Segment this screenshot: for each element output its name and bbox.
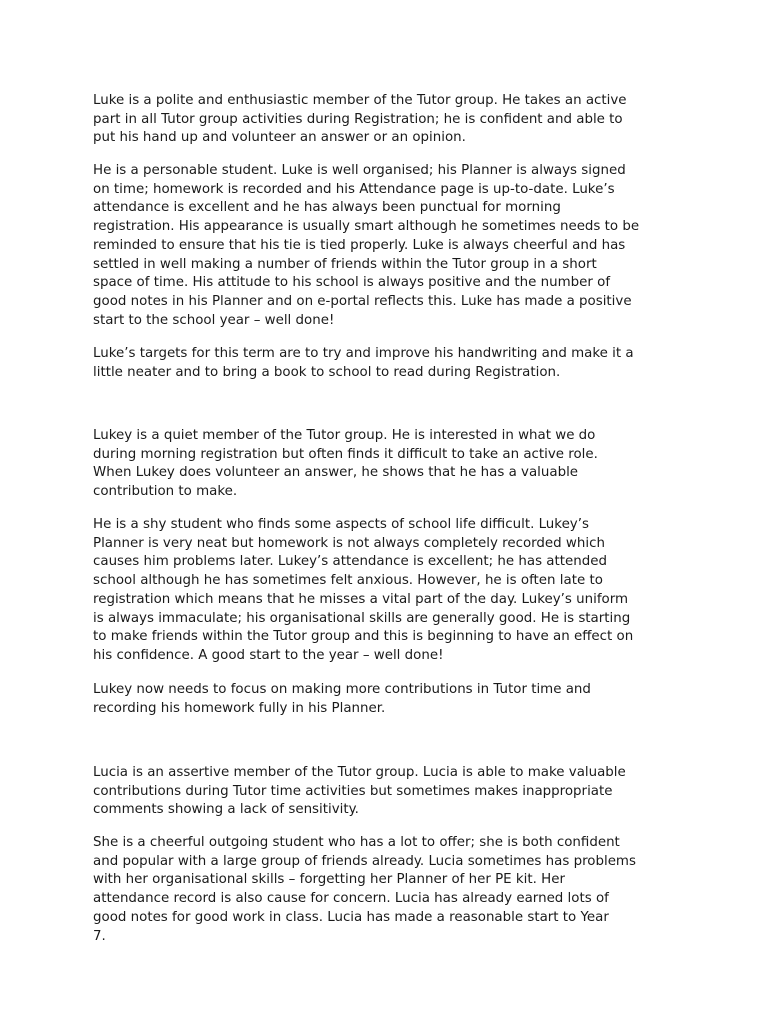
report-luke-detail: He is a personable student. Luke is well organised; his Planner is always signed on time; homework is recorded and his Attendance page is up-to-date. Luke’s attendance is excellent and he has always been punctual for morning registration. His appearance is usually smart although he sometimes needs to be reminded to ensure that his tie is tied properly. Luke is always cheerful and has settled in well making a number of friends within the Tutor group in a short space of time. His attitude to his school is always positive and the number of good notes in his Planner and on e-portal reflects this. Luke has made a positive start to the school year – well done! bbox=[93, 163, 640, 328]
report-lukey-detail: He is a shy student who finds some aspects of school life difficult. Lukey’s Planner is very neat but homework is not always completely recorded which causes him problems later. Lukey’s attendance is excellent; he has attended school although he has sometimes felt anxious. However, he is often late to registration which means that he misses a vital part of the day. Lukey’s uniform is always immaculate; his organisational skills are generally good. He is starting to make friends within the Tutor group and this is beginning to have an effect on his confidence. A good start to the year – well done! bbox=[93, 517, 634, 663]
report-lukey-intro: Lukey is a quiet member of the Tutor group. He is interested in what we do during morning registration but often finds it difficult to take an active role. When Lukey does volunteer an answer, he shows that he has a valuable contribution to make. bbox=[93, 428, 598, 500]
report-lucia-intro: Lucia is an assertive member of the Tutor group. Lucia is able to make valuable contributions during Tutor time activities but sometimes makes inappropriate comments showing a lack of sensitivity. bbox=[93, 765, 626, 818]
report-luke-intro: Luke is a polite and enthusiastic member of the Tutor group. He takes an active part in all Tutor group activities during Registration; he is confident and able to put his hand up and volunteer an answer or an opinion. bbox=[93, 93, 627, 146]
report-lukey-targets: Lukey now needs to focus on making more contributions in Tutor time and recording his homework fully in his Planner. bbox=[93, 682, 591, 716]
report-luke-targets: Luke’s targets for this term are to try and improve his handwriting and make it a little neater and to bring a book to school to read during Registration. bbox=[93, 346, 634, 380]
report-lucia-detail: She is a cheerful outgoing student who has a lot to offer; she is both confident and popular with a large group of friends already. Lucia sometimes has problems with her organisational skills – forgetting her Planner of her PE kit. Her attendance record is also cause for concern. Lucia has already earned lots of good notes for good work in class. Lucia has made a reasonable start to Year 7. bbox=[93, 835, 636, 944]
